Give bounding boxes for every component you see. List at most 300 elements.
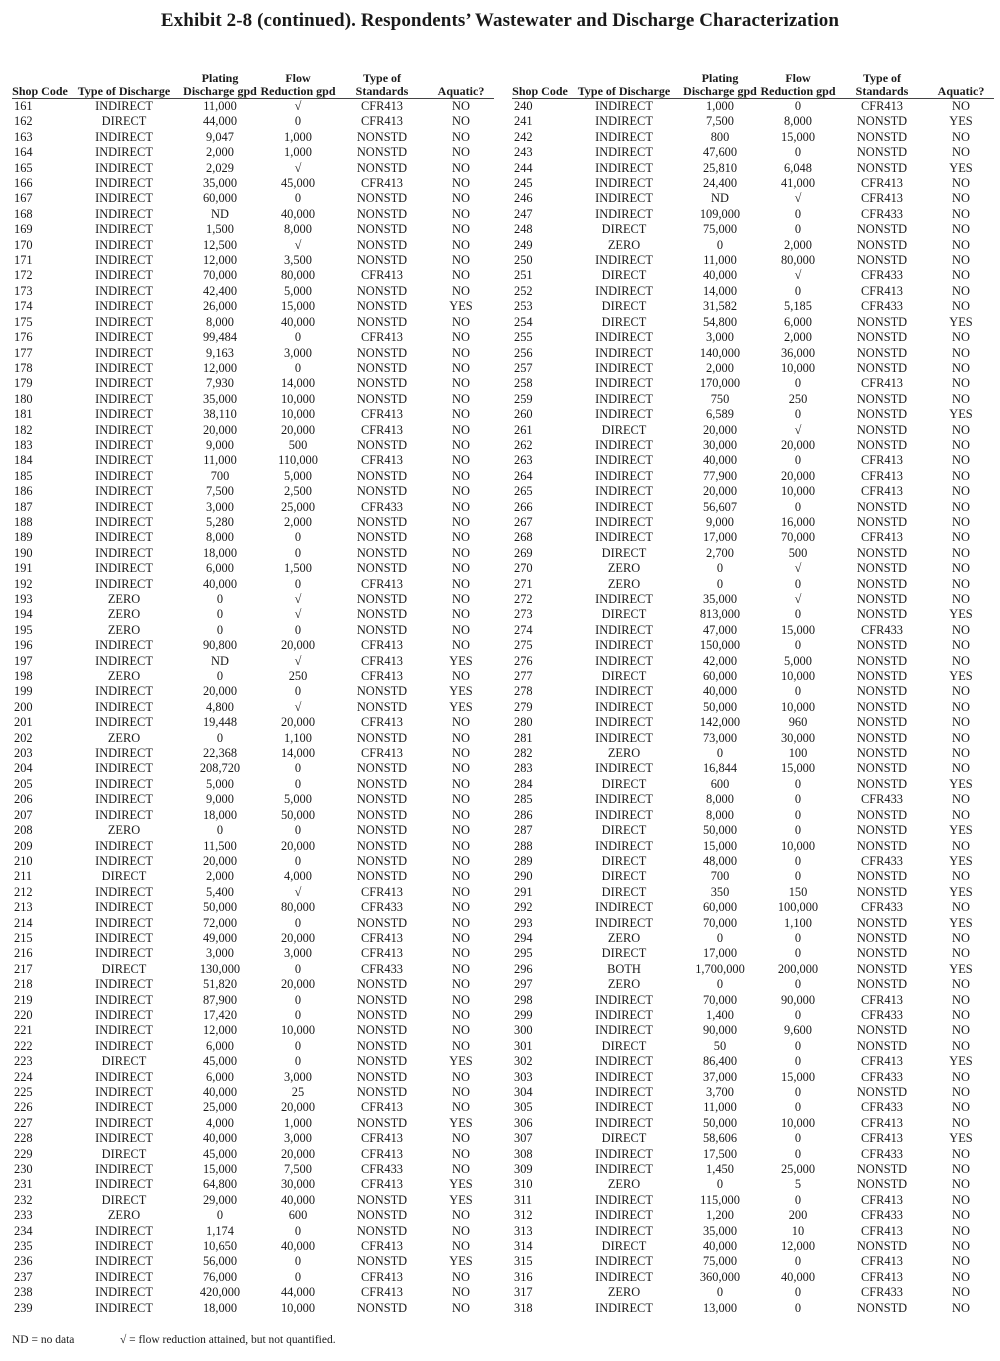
standards-cell: CFR433 [860, 1208, 903, 1223]
aquatic-cell: NO [452, 838, 470, 853]
aquatic-cell: NO [452, 268, 470, 283]
aquatic-cell: NO [952, 900, 970, 915]
discharge-type-cell: DIRECT [101, 869, 147, 884]
standards-cell: NONSTD [356, 1223, 408, 1238]
plating-discharge-cell: 0 [216, 592, 224, 606]
standards-cell: NONSTD [856, 653, 908, 668]
plating-discharge-cell: 9,000 [206, 437, 234, 452]
standards-cell: CFR413 [360, 330, 403, 345]
standards-cell: NONSTD [356, 977, 408, 992]
table-row [12, 1270, 494, 1285]
shop-code-cell: 278 [514, 684, 533, 699]
discharge-type-cell: INDIRECT [95, 900, 153, 915]
aquatic-cell: NO [952, 1269, 970, 1284]
shop-code-cell: 213 [14, 900, 33, 915]
aquatic-cell: NO [952, 622, 970, 637]
flow-reduction-cell: 1,500 [284, 561, 312, 576]
plating-discharge-cell: 9,047 [206, 129, 234, 144]
table-row [12, 361, 494, 376]
aquatic-cell: YES [949, 114, 973, 129]
table-header-row [512, 50, 994, 99]
table-row [512, 977, 994, 992]
discharge-type-cell: INDIRECT [595, 453, 653, 468]
plating-discharge-cell: 72,000 [202, 915, 238, 930]
table-row [512, 1054, 994, 1069]
standards-cell: CFR413 [860, 1131, 903, 1146]
aquatic-cell: NO [952, 345, 970, 360]
discharge-type-cell: INDIRECT [595, 499, 653, 514]
shop-code-cell: 228 [14, 1131, 33, 1146]
standards-cell: NONSTD [356, 283, 408, 298]
flow-reduction-cell: 5,000 [284, 792, 312, 807]
table-row [12, 161, 494, 176]
discharge-type-cell: INDIRECT [595, 761, 653, 776]
discharge-type-cell: DIRECT [601, 422, 647, 437]
flow-reduction-cell: 0 [794, 1285, 802, 1300]
plating-discharge-cell: 25,000 [202, 1100, 238, 1115]
plating-discharge-cell: 0 [216, 730, 224, 745]
aquatic-cell: NO [452, 746, 470, 761]
flow-reduction-cell: √ [794, 592, 802, 606]
shop-code-cell: 168 [14, 206, 33, 221]
table-row [512, 530, 994, 545]
table-row [512, 962, 994, 977]
discharge-type-cell: INDIRECT [95, 376, 153, 391]
flow-reduction-cell: 15,000 [280, 299, 316, 314]
standards-cell: CFR413 [360, 453, 403, 468]
shop-code-cell: 316 [514, 1269, 533, 1284]
footnotes [12, 1334, 336, 1346]
standards-cell: CFR413 [360, 99, 403, 113]
flow-reduction-cell: 2,000 [284, 514, 312, 529]
discharge-type-cell: INDIRECT [595, 653, 653, 668]
flow-reduction-cell: 80,000 [280, 900, 316, 915]
plating-discharge-cell: 8,000 [206, 530, 234, 545]
standards-cell: NONSTD [356, 823, 408, 838]
plating-discharge-cell: 0 [216, 823, 224, 838]
plating-discharge-cell: 40,000 [702, 453, 738, 468]
table-row [512, 1070, 994, 1085]
discharge-type-cell: DIRECT [101, 1054, 147, 1069]
flow-reduction-cell: 0 [294, 684, 302, 699]
shop-code-cell: 273 [514, 607, 533, 622]
plating-discharge-cell: 0 [716, 576, 724, 591]
standards-cell: NONSTD [856, 761, 908, 776]
table-row [12, 191, 494, 206]
shop-code-cell: 212 [14, 884, 33, 899]
table-row [512, 484, 994, 499]
table-row [12, 315, 494, 330]
table-row [12, 623, 494, 638]
plating-discharge-cell: 29,000 [202, 1192, 238, 1207]
shop-code-cell: 298 [514, 992, 533, 1007]
plating-discharge-cell: 12,000 [202, 253, 238, 268]
discharge-type-cell: ZERO [607, 237, 641, 252]
discharge-type-cell: DIRECT [101, 961, 147, 976]
aquatic-cell: NO [452, 915, 470, 930]
shop-code-cell: 230 [14, 1162, 33, 1177]
plating-discharge-cell: 1,450 [706, 1162, 734, 1177]
aquatic-cell: NO [452, 437, 470, 452]
standards-cell: NONSTD [356, 314, 408, 329]
footnote-check: √ = flow reduction attained, but not quantified. [120, 1334, 336, 1346]
table-row [12, 854, 494, 869]
shop-code-cell: 259 [514, 391, 533, 406]
flow-reduction-cell: 0 [294, 360, 302, 375]
standards-cell: CFR433 [360, 499, 403, 514]
discharge-type-cell: INDIRECT [95, 1023, 153, 1038]
shop-code-cell: 314 [514, 1239, 533, 1254]
aquatic-cell: NO [452, 176, 470, 191]
aquatic-cell: NO [952, 376, 970, 391]
table-row [12, 1208, 494, 1223]
standards-cell: NONSTD [856, 592, 908, 606]
plating-discharge-cell: 42,000 [702, 653, 738, 668]
shop-code-cell: 262 [514, 437, 533, 452]
discharge-type-cell: INDIRECT [595, 1146, 653, 1161]
standards-cell: CFR433 [860, 268, 903, 283]
standards-cell: NONSTD [356, 853, 408, 868]
plating-discharge-cell: 0 [716, 237, 724, 252]
plating-discharge-cell: 37,000 [702, 1069, 738, 1084]
table-row [512, 869, 994, 884]
standards-cell: NONSTD [356, 253, 408, 268]
aquatic-cell: NO [952, 222, 970, 237]
flow-reduction-cell: 0 [794, 1192, 802, 1207]
table-row [12, 1131, 494, 1146]
shop-code-cell: 192 [14, 576, 33, 591]
shop-code-cell: 256 [514, 345, 533, 360]
standards-cell: CFR413 [360, 930, 403, 945]
shop-code-cell: 233 [14, 1208, 33, 1223]
standards-cell: NONSTD [356, 376, 408, 391]
discharge-type-cell: INDIRECT [95, 638, 153, 653]
standards-cell: NONSTD [356, 761, 408, 776]
shop-code-cell: 248 [514, 222, 533, 237]
discharge-type-cell: INDIRECT [595, 1254, 653, 1269]
discharge-type-cell: INDIRECT [95, 946, 153, 961]
plating-discharge-cell: 6,000 [206, 1069, 234, 1084]
table-row [12, 1301, 494, 1316]
table-body-right [512, 99, 994, 1317]
aquatic-cell: NO [952, 499, 970, 514]
discharge-type-cell: ZERO [607, 561, 641, 576]
discharge-type-cell: INDIRECT [95, 699, 153, 714]
aquatic-cell: NO [452, 1100, 470, 1115]
shop-code-cell: 251 [514, 268, 533, 283]
plating-discharge-cell: 40,000 [702, 1239, 738, 1254]
shop-code-cell: 263 [514, 453, 533, 468]
aquatic-cell: NO [452, 360, 470, 375]
table-row [12, 808, 494, 823]
flow-reduction-cell: 0 [794, 946, 802, 961]
table-row [12, 130, 494, 145]
standards-cell: NONSTD [856, 1023, 908, 1038]
flow-reduction-cell: 0 [794, 1038, 802, 1053]
table-row [512, 253, 994, 268]
standards-cell: NONSTD [856, 437, 908, 452]
flow-reduction-cell: 100,000 [777, 900, 819, 915]
aquatic-cell: NO [952, 391, 970, 406]
plating-discharge-cell: 60,000 [702, 900, 738, 915]
table-row [12, 1023, 494, 1038]
table-row [12, 176, 494, 191]
discharge-type-cell: INDIRECT [595, 807, 653, 822]
discharge-type-cell: INDIRECT [95, 545, 153, 560]
aquatic-cell: NO [452, 468, 470, 483]
table-row [12, 500, 494, 515]
standards-cell: NONSTD [356, 160, 408, 175]
discharge-type-cell: DIRECT [601, 1131, 647, 1146]
aquatic-cell: NO [952, 592, 970, 606]
plating-discharge-cell: 3,000 [206, 499, 234, 514]
flow-reduction-cell: 5,185 [784, 299, 812, 314]
header-type-of-discharge: Type of Discharge [568, 50, 680, 99]
discharge-type-cell: INDIRECT [595, 530, 653, 545]
aquatic-cell: NO [952, 253, 970, 268]
flow-reduction-cell: 1,000 [284, 1115, 312, 1130]
standards-cell: NONSTD [356, 237, 408, 252]
standards-cell: NONSTD [856, 684, 908, 699]
discharge-type-cell: INDIRECT [595, 407, 653, 422]
standards-cell: CFR413 [860, 1115, 903, 1130]
flow-reduction-cell: 0 [794, 792, 802, 807]
shop-code-cell: 204 [14, 761, 33, 776]
shop-code-cell: 285 [514, 792, 533, 807]
footnote-nd: ND = no data [12, 1334, 75, 1346]
flow-reduction-cell: 0 [294, 915, 302, 930]
aquatic-cell: NO [452, 1300, 470, 1315]
standards-cell: CFR413 [360, 884, 403, 899]
discharge-type-cell: INDIRECT [595, 1269, 653, 1284]
flow-reduction-cell: √ [294, 699, 302, 714]
aquatic-cell: YES [949, 407, 973, 422]
table-row [12, 253, 494, 268]
standards-cell: CFR433 [860, 622, 903, 637]
table-row [512, 176, 994, 191]
standards-cell: NONSTD [856, 915, 908, 930]
shop-code-cell: 190 [14, 545, 33, 560]
table-row [12, 530, 494, 545]
shop-code-cell: 311 [514, 1192, 533, 1207]
discharge-type-cell: INDIRECT [95, 1162, 153, 1177]
plating-discharge-cell: 50 [713, 1038, 727, 1053]
table-row [12, 669, 494, 684]
shop-code-cell: 200 [14, 699, 33, 714]
table-row [512, 376, 994, 391]
flow-reduction-cell: 20,000 [280, 1100, 316, 1115]
table-row [12, 438, 494, 453]
table-row [12, 946, 494, 961]
flow-reduction-cell: 20,000 [280, 930, 316, 945]
discharge-type-cell: INDIRECT [95, 838, 153, 853]
plating-discharge-cell: 170,000 [699, 376, 741, 391]
discharge-type-cell: BOTH [607, 961, 641, 976]
plating-discharge-cell: 115,000 [700, 1192, 740, 1207]
table-row [12, 546, 494, 561]
plating-discharge-cell: 77,900 [702, 468, 738, 483]
flow-reduction-cell: 0 [794, 1254, 802, 1269]
plating-discharge-cell: 12,000 [202, 1023, 238, 1038]
discharge-type-cell: INDIRECT [95, 746, 153, 761]
shop-code-cell: 302 [514, 1054, 533, 1069]
shop-code-cell: 282 [514, 746, 533, 761]
discharge-type-cell: ZERO [107, 1208, 141, 1223]
table-row [512, 1301, 994, 1316]
discharge-type-cell: INDIRECT [595, 160, 653, 175]
table-row [12, 330, 494, 345]
discharge-type-cell: INDIRECT [595, 484, 653, 499]
discharge-type-cell: INDIRECT [95, 1115, 153, 1130]
shop-code-cell: 254 [514, 314, 533, 329]
aquatic-cell: NO [952, 99, 970, 113]
discharge-type-cell: INDIRECT [595, 99, 653, 113]
shop-code-cell: 313 [514, 1223, 533, 1238]
plating-discharge-cell: 76,000 [202, 1269, 238, 1284]
flow-reduction-cell: 14,000 [280, 376, 316, 391]
table-row [512, 1085, 994, 1100]
standards-cell: CFR433 [860, 1146, 903, 1161]
header-aquatic: Aquatic? [428, 50, 494, 99]
standards-cell: NONSTD [856, 638, 908, 653]
shop-code-cell: 279 [514, 699, 533, 714]
flow-reduction-cell: 15,000 [780, 129, 816, 144]
discharge-type-cell: INDIRECT [595, 638, 653, 653]
discharge-type-cell: ZERO [107, 592, 141, 606]
plating-discharge-cell: 0 [716, 746, 724, 761]
shop-code-cell: 312 [514, 1208, 533, 1223]
discharge-type-cell: INDIRECT [95, 1007, 153, 1022]
standards-cell: CFR413 [360, 576, 403, 591]
table-row [512, 823, 994, 838]
aquatic-cell: NO [952, 576, 970, 591]
table-row [12, 1070, 494, 1085]
standards-cell: NONSTD [856, 961, 908, 976]
aquatic-cell: YES [449, 684, 473, 699]
table-row [512, 731, 994, 746]
table-row [12, 1239, 494, 1254]
discharge-type-cell: INDIRECT [95, 1239, 153, 1254]
plating-discharge-cell: 50,000 [702, 823, 738, 838]
discharge-type-cell: INDIRECT [95, 391, 153, 406]
flow-reduction-cell: 3,000 [284, 1131, 312, 1146]
standards-cell: NONSTD [356, 191, 408, 206]
header-shop-code: Shop Code [12, 50, 68, 99]
plating-discharge-cell: 0 [216, 607, 224, 622]
table-row [12, 469, 494, 484]
table-row [512, 700, 994, 715]
table-row [12, 977, 494, 992]
discharge-type-cell: INDIRECT [95, 514, 153, 529]
discharge-type-cell: INDIRECT [595, 730, 653, 745]
discharge-type-cell: INDIRECT [95, 129, 153, 144]
aquatic-cell: YES [949, 823, 973, 838]
plating-discharge-cell: 17,000 [702, 530, 738, 545]
shop-code-cell: 271 [514, 576, 533, 591]
table-row [12, 145, 494, 160]
flow-reduction-cell: √ [294, 160, 302, 175]
shop-code-cell: 166 [14, 176, 33, 191]
standards-cell: NONSTD [356, 792, 408, 807]
plating-discharge-cell: 40,000 [202, 576, 238, 591]
table-row [12, 638, 494, 653]
aquatic-cell: NO [952, 1223, 970, 1238]
shop-code-cell: 169 [14, 222, 33, 237]
discharge-table-left [12, 50, 494, 1316]
header-plating-discharge: Plating Discharge gpd [680, 50, 760, 99]
flow-reduction-cell: 5 [794, 1177, 802, 1192]
table-row [12, 423, 494, 438]
aquatic-cell: NO [452, 376, 470, 391]
discharge-type-cell: INDIRECT [95, 268, 153, 283]
discharge-type-cell: ZERO [107, 607, 141, 622]
aquatic-cell: NO [952, 1007, 970, 1022]
standards-cell: CFR413 [860, 1269, 903, 1284]
flow-reduction-cell: 0 [794, 823, 802, 838]
plating-discharge-cell: 420,000 [199, 1285, 241, 1300]
shop-code-cell: 197 [14, 653, 33, 668]
flow-reduction-cell: 90,000 [780, 992, 816, 1007]
plating-discharge-cell: ND [211, 206, 229, 221]
shop-code-cell: 281 [514, 730, 533, 745]
flow-reduction-cell: 14,000 [280, 746, 316, 761]
discharge-type-cell: INDIRECT [95, 191, 153, 206]
flow-reduction-cell: 1,100 [784, 915, 812, 930]
standards-cell: NONSTD [356, 838, 408, 853]
discharge-type-cell: DIRECT [601, 1239, 647, 1254]
discharge-type-cell: INDIRECT [595, 1069, 653, 1084]
aquatic-cell: YES [949, 1054, 973, 1069]
standards-cell: CFR413 [360, 422, 403, 437]
aquatic-cell: NO [952, 1254, 970, 1269]
shop-code-cell: 177 [14, 345, 33, 360]
flow-reduction-cell: 0 [294, 761, 302, 776]
plating-discharge-cell: 47,000 [702, 622, 738, 637]
aquatic-cell: NO [952, 237, 970, 252]
flow-reduction-cell: 41,000 [780, 176, 816, 191]
discharge-table-right [512, 50, 994, 1316]
flow-reduction-cell: 10,000 [780, 699, 816, 714]
plating-discharge-cell: 31,582 [702, 299, 738, 314]
flow-reduction-cell: √ [294, 653, 302, 668]
standards-cell: CFR413 [860, 283, 903, 298]
aquatic-cell: NO [452, 314, 470, 329]
flow-reduction-cell: 3,000 [284, 345, 312, 360]
flow-reduction-cell: 45,000 [280, 176, 316, 191]
standards-cell: NONSTD [856, 807, 908, 822]
discharge-type-cell: INDIRECT [95, 484, 153, 499]
flow-reduction-cell: 0 [294, 191, 302, 206]
flow-reduction-cell: 20,000 [280, 422, 316, 437]
standards-cell: NONSTD [856, 114, 908, 129]
standards-cell: CFR413 [860, 468, 903, 483]
standards-cell: CFR413 [860, 453, 903, 468]
flow-reduction-cell: 0 [294, 823, 302, 838]
standards-cell: CFR413 [360, 638, 403, 653]
plating-discharge-cell: 0 [216, 622, 224, 637]
table-row [12, 238, 494, 253]
discharge-type-cell: INDIRECT [595, 900, 653, 915]
aquatic-cell: NO [452, 1069, 470, 1084]
table-row [512, 284, 994, 299]
standards-cell: CFR413 [360, 715, 403, 730]
table-row [12, 515, 494, 530]
discharge-type-cell: INDIRECT [595, 391, 653, 406]
shop-code-cell: 185 [14, 468, 33, 483]
plating-discharge-cell: ND [711, 191, 729, 206]
flow-reduction-cell: 3,000 [284, 1069, 312, 1084]
shop-code-cell: 287 [514, 823, 533, 838]
